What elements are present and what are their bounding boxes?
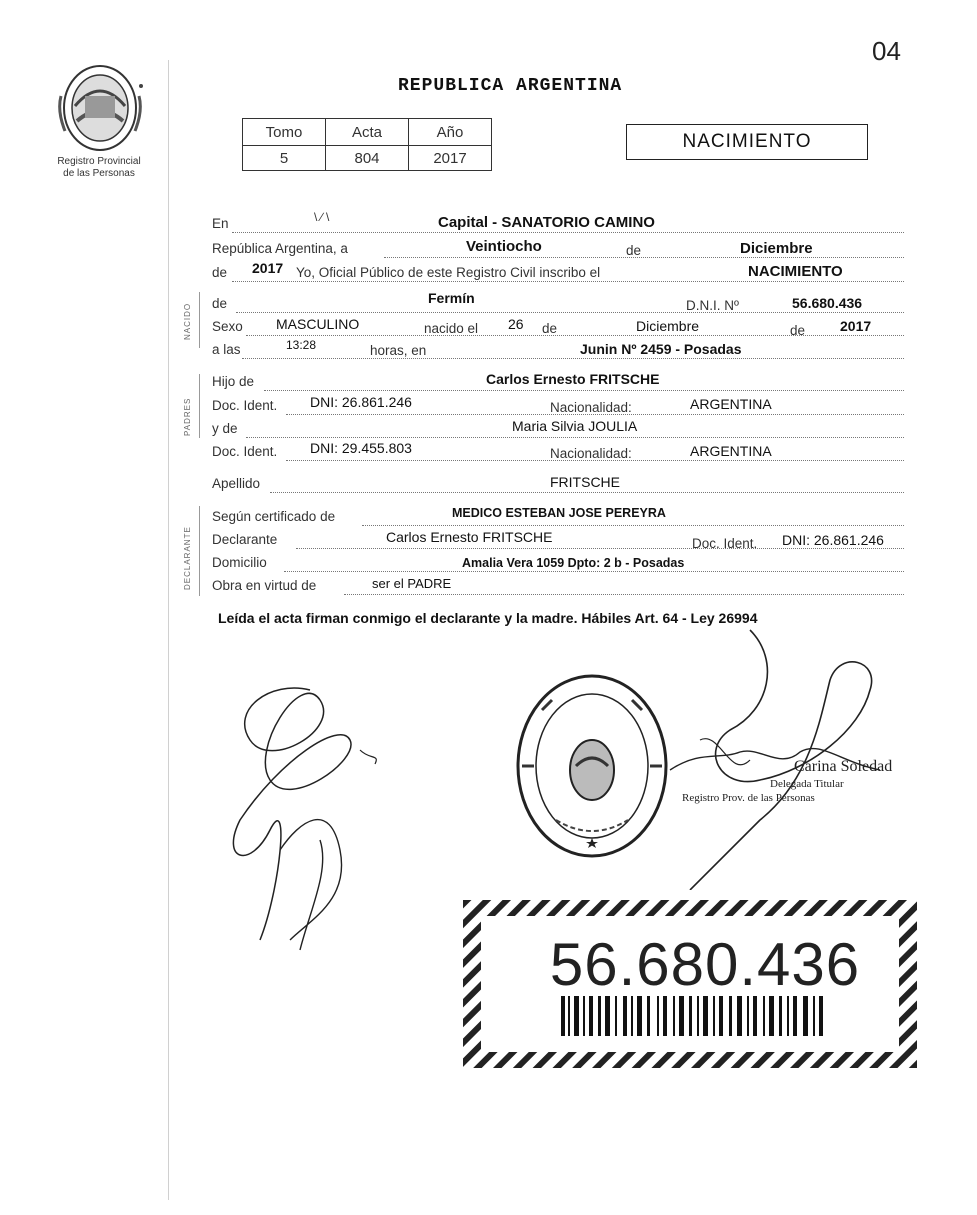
declarant-doc-value: DNI: 26.861.246 xyxy=(782,532,884,548)
certificate-label: Según certificado de xyxy=(212,509,336,524)
side-divider xyxy=(199,374,200,438)
declarant-value: Carlos Ernesto FRITSCHE xyxy=(386,529,553,545)
side-divider xyxy=(199,292,200,348)
official-signature xyxy=(660,620,900,890)
place-mark: \ ∕ \ xyxy=(314,210,330,224)
father-doc: DNI: 26.861.246 xyxy=(310,394,412,410)
nationality-label: Nacionalidad: xyxy=(550,446,632,461)
declarant-signature xyxy=(210,670,390,960)
dotted-line xyxy=(232,232,904,233)
place-value: Capital - SANATORIO CAMINO xyxy=(438,214,655,231)
record-table-cell: 5 xyxy=(243,146,326,171)
record-table-header: Acta xyxy=(326,119,409,146)
mother-name: Maria Silvia JOULIA xyxy=(512,418,638,434)
document-title: REPUBLICA ARGENTINA xyxy=(398,76,623,96)
hours-label: horas, en xyxy=(370,343,427,358)
dotted-line xyxy=(362,525,904,526)
registry-label xyxy=(44,156,154,180)
official-office: Registro Prov. de las Personas xyxy=(682,792,815,804)
dotted-line xyxy=(246,335,904,336)
registry-label-line-1: Registro Provincial xyxy=(57,156,141,167)
document-type-box: NACIMIENTO xyxy=(626,124,868,160)
registry-seal-stamp xyxy=(512,670,672,862)
doc-label: Doc. Ident. xyxy=(212,444,278,459)
certificate-value: MEDICO ESTEBAN JOSE PEREYRA xyxy=(452,506,666,520)
declarant-doc-label: Doc. Ident. xyxy=(692,536,758,551)
side-label-declarant: DECLARANTE xyxy=(183,526,192,590)
inscribe-text: Yo, Oficial Público de este Registro Civil inscribo el xyxy=(296,265,601,280)
de-label: de xyxy=(212,265,228,280)
record-table-header: Tomo xyxy=(243,119,326,146)
dotted-line xyxy=(344,594,904,595)
record-table-value-row xyxy=(243,146,492,171)
page-edge-line xyxy=(168,60,169,1200)
birth-year: 2017 xyxy=(840,318,872,334)
dotted-line xyxy=(236,312,904,313)
capacity-label: Obra en virtud de xyxy=(212,578,317,593)
closing-text: Leída el acta firman conmigo el declarante y la madre. Hábiles Art. 64 - Ley 26994 xyxy=(218,610,758,626)
father-name: Carlos Ernesto FRITSCHE xyxy=(486,371,660,387)
nationality-label: Nacionalidad: xyxy=(550,400,632,415)
dotted-line xyxy=(232,281,904,282)
dotted-line xyxy=(384,257,904,258)
republic-label: República Argentina, a xyxy=(212,241,348,256)
act-type: NACIMIENTO xyxy=(748,263,843,280)
provincial-shield-logo xyxy=(55,56,145,156)
declarant-label: Declarante xyxy=(212,532,278,547)
mother-nationality: ARGENTINA xyxy=(690,443,772,459)
record-table-cell: 804 xyxy=(326,146,409,171)
child-dni: 56.680.436 xyxy=(792,295,863,311)
at-label: a las xyxy=(212,342,241,357)
de-label: de xyxy=(626,243,642,258)
address-value: Amalia Vera 1059 Dpto: 2 b - Posadas xyxy=(462,556,685,570)
birth-place: Junin Nº 2459 - Posadas xyxy=(580,341,742,357)
month: Diciembre xyxy=(740,240,813,257)
day-words: Veintiocho xyxy=(466,238,542,255)
sex-label: Sexo xyxy=(212,319,243,334)
side-label-born: NACIDO xyxy=(183,302,192,340)
sticker-dni-number: 56.680.436 xyxy=(549,931,861,998)
dotted-line xyxy=(270,492,904,493)
de-label: de xyxy=(212,296,228,311)
father-nationality: ARGENTINA xyxy=(690,396,772,412)
record-table-header-row xyxy=(243,119,492,146)
page-number: 04 xyxy=(872,36,901,66)
surname-value: FRITSCHE xyxy=(550,474,620,490)
surname-label: Apellido xyxy=(212,476,261,491)
record-table xyxy=(242,118,492,171)
sex-value: MASCULINO xyxy=(276,316,360,332)
birth-day: 26 xyxy=(508,316,524,332)
birth-month: Diciembre xyxy=(636,318,700,334)
child-name: Fermín xyxy=(428,290,475,306)
registry-label-line-2: de las Personas xyxy=(63,168,135,179)
dni-label: D.N.I. Nº xyxy=(686,298,739,313)
dotted-line xyxy=(284,571,904,572)
official-role: Delegada Titular xyxy=(770,778,844,790)
dotted-line xyxy=(246,437,904,438)
record-year: 2017 xyxy=(252,260,284,276)
capacity-value: ser el PADRE xyxy=(372,576,452,591)
dotted-line xyxy=(264,390,904,391)
and-label: y de xyxy=(212,421,238,436)
birth-time: 13:28 xyxy=(286,338,317,352)
doc-label: Doc. Ident. xyxy=(212,398,278,413)
child-of-label: Hijo de xyxy=(212,374,255,389)
place-label: En xyxy=(212,216,229,231)
record-table-header: Año xyxy=(409,119,492,146)
mother-doc: DNI: 29.455.803 xyxy=(310,440,412,456)
record-table-cell: 2017 xyxy=(409,146,492,171)
dotted-line xyxy=(242,358,904,359)
official-name: Carina Soledad xyxy=(794,758,893,775)
de-label: de xyxy=(542,321,558,336)
de-label: de xyxy=(790,323,806,338)
dotted-line xyxy=(296,548,904,549)
side-label-parents: PADRES xyxy=(183,397,192,436)
born-label: nacido el xyxy=(424,321,479,336)
side-divider xyxy=(199,506,200,596)
address-label: Domicilio xyxy=(212,555,267,570)
